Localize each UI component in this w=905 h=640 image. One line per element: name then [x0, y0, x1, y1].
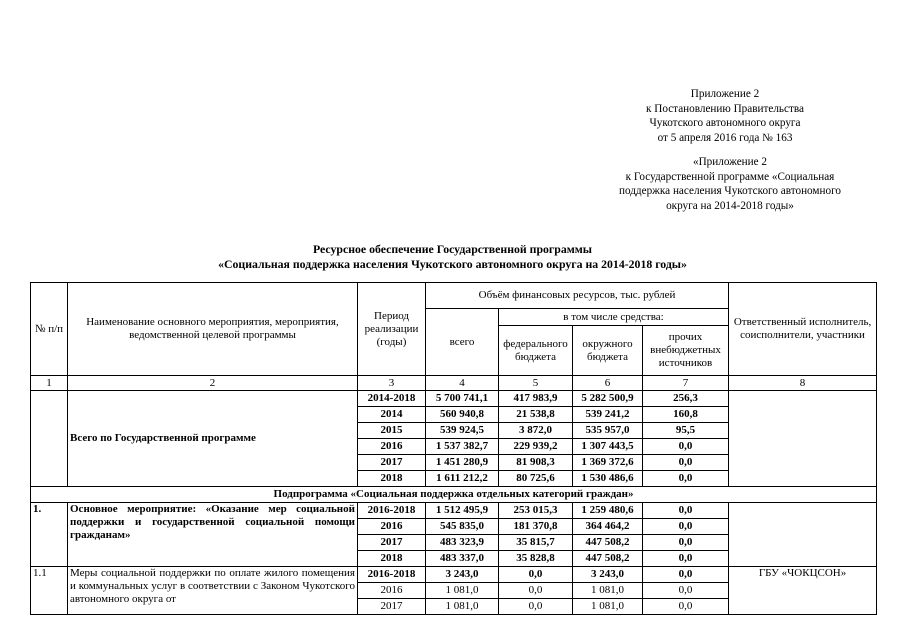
header-responsible: Ответственный исполнитель, соисполнители, участники [729, 283, 877, 376]
header-period: Период реализации (годы) [358, 283, 426, 376]
other-cell: 0,0 [643, 471, 729, 487]
col-number: 8 [729, 376, 877, 391]
federal-cell: 3 872,0 [499, 423, 573, 439]
other-cell: 0,0 [643, 567, 729, 583]
period-cell: 2018 [358, 471, 426, 487]
federal-cell: 0,0 [499, 567, 573, 583]
document-title [100, 242, 805, 272]
federal-cell: 0,0 [499, 583, 573, 599]
col-number: 5 [499, 376, 573, 391]
col-number: 4 [426, 376, 499, 391]
total-cell: 483 323,9 [426, 535, 499, 551]
federal-cell: 417 983,9 [499, 391, 573, 407]
district-cell: 1 369 372,6 [573, 455, 643, 471]
district-cell: 447 508,2 [573, 535, 643, 551]
header-federal: федерального бюджета [499, 326, 573, 376]
period-cell: 2017 [358, 535, 426, 551]
table-row [31, 567, 877, 583]
appendix-line: от 5 апреля 2016 года № 163 [657, 131, 793, 144]
district-cell: 1 081,0 [573, 583, 643, 599]
header-name: Наименование основного мероприятия, мероприятия, ведомственной целевой программы [68, 283, 358, 376]
header-row [31, 283, 877, 309]
other-cell: 95,5 [643, 423, 729, 439]
header-volume: Объём финансовых ресурсов, тыс. рублей [426, 283, 729, 309]
appendix-to-resolution [600, 87, 850, 145]
total-cell: 1 512 495,9 [426, 503, 499, 519]
district-cell: 5 282 500,9 [573, 391, 643, 407]
total-cell: 1 611 212,2 [426, 471, 499, 487]
header-other: прочих внебюджетных источников [643, 326, 729, 376]
period-cell: 2017 [358, 455, 426, 471]
total-cell: 5 700 741,1 [426, 391, 499, 407]
federal-cell: 21 538,8 [499, 407, 573, 423]
district-cell: 1 259 480,6 [573, 503, 643, 519]
total-num-cell [31, 391, 68, 487]
period-cell: 2016-2018 [358, 567, 426, 583]
district-cell: 1 307 443,5 [573, 439, 643, 455]
federal-cell: 181 370,8 [499, 519, 573, 535]
period-cell: 2014-2018 [358, 391, 426, 407]
period-cell: 2015 [358, 423, 426, 439]
district-cell: 1 081,0 [573, 599, 643, 615]
event-num: 1. [31, 503, 68, 567]
resource-table [30, 282, 877, 615]
total-cell: 545 835,0 [426, 519, 499, 535]
subprogram-row [31, 487, 877, 503]
period-cell: 2014 [358, 407, 426, 423]
federal-cell: 35 815,7 [499, 535, 573, 551]
table-row [31, 503, 877, 519]
subprogram-title: Подпрограмма «Социальная поддержка отдельных категорий граждан» [31, 487, 877, 503]
appendix-line: к Государственной программе «Социальная [625, 170, 835, 183]
district-cell: 1 530 486,6 [573, 471, 643, 487]
district-cell: 539 241,2 [573, 407, 643, 423]
district-cell: 535 957,0 [573, 423, 643, 439]
col-number: 2 [68, 376, 358, 391]
header-total: всего [426, 309, 499, 376]
period-cell: 2016 [358, 519, 426, 535]
col-number: 7 [643, 376, 729, 391]
total-name: Всего по Государственной программе [68, 391, 358, 487]
other-cell: 0,0 [643, 535, 729, 551]
header-including: в том числе средства: [499, 309, 729, 326]
header-num: № п/п [31, 283, 68, 376]
total-cell: 1 081,0 [426, 583, 499, 599]
other-cell: 160,8 [643, 407, 729, 423]
period-cell: 2018 [358, 551, 426, 567]
federal-cell: 229 939,2 [499, 439, 573, 455]
other-cell: 0,0 [643, 519, 729, 535]
other-cell: 256,3 [643, 391, 729, 407]
federal-cell: 0,0 [499, 599, 573, 615]
period-cell: 2016 [358, 439, 426, 455]
table-row [31, 391, 877, 407]
column-number-row [31, 376, 877, 391]
other-cell: 0,0 [643, 455, 729, 471]
appendix-line: к Постановлению Правительства [646, 102, 804, 115]
responsible-cell: ГБУ «ЧОКЦСОН» [729, 567, 877, 615]
district-cell: 447 508,2 [573, 551, 643, 567]
total-cell: 1 451 280,9 [426, 455, 499, 471]
header-district: окружного бюджета [573, 326, 643, 376]
event-name: Основное мероприятие: «Оказание мер социальной поддержки и государственной социальной помощи гражданам» [68, 503, 358, 567]
event-num: 1.1 [31, 567, 68, 615]
total-cell: 539 924,5 [426, 423, 499, 439]
appendix-line: поддержка населения Чукотского автономного [618, 185, 841, 197]
district-cell: 3 243,0 [573, 567, 643, 583]
col-number: 3 [358, 376, 426, 391]
federal-cell: 253 015,3 [499, 503, 573, 519]
col-number: 1 [31, 376, 68, 391]
title-line-1: Ресурсное обеспечение Государственной программы [312, 242, 592, 256]
total-cell: 1 537 382,7 [426, 439, 499, 455]
appendix-line: «Приложение 2 [692, 156, 768, 168]
responsible-cell [729, 503, 877, 567]
appendix-line: Приложение 2 [690, 88, 760, 100]
federal-cell: 80 725,6 [499, 471, 573, 487]
other-cell: 0,0 [643, 503, 729, 519]
appendix-to-program [585, 155, 875, 213]
period-cell: 2016 [358, 583, 426, 599]
appendix-line: округа на 2014-2018 годы» [666, 199, 794, 212]
other-cell: 0,0 [643, 583, 729, 599]
federal-cell: 35 828,8 [499, 551, 573, 567]
total-cell: 1 081,0 [426, 599, 499, 615]
federal-cell: 81 908,3 [499, 455, 573, 471]
period-cell: 2016-2018 [358, 503, 426, 519]
col-number: 6 [573, 376, 643, 391]
responsible-cell [729, 391, 877, 487]
total-cell: 483 337,0 [426, 551, 499, 567]
other-cell: 0,0 [643, 599, 729, 615]
total-cell: 3 243,0 [426, 567, 499, 583]
district-cell: 364 464,2 [573, 519, 643, 535]
event-name: Меры социальной поддержки по оплате жилого помещения и коммунальных услуг в соответствии с Законом Чукотского автономного округа от [68, 567, 358, 615]
total-cell: 560 940,8 [426, 407, 499, 423]
period-cell: 2017 [358, 599, 426, 615]
title-line-2: «Социальная поддержка населения Чукотского автономного округа на 2014-2018 годы» [218, 257, 687, 271]
other-cell: 0,0 [643, 551, 729, 567]
appendix-line: Чукотского автономного округа [649, 117, 801, 129]
other-cell: 0,0 [643, 439, 729, 455]
